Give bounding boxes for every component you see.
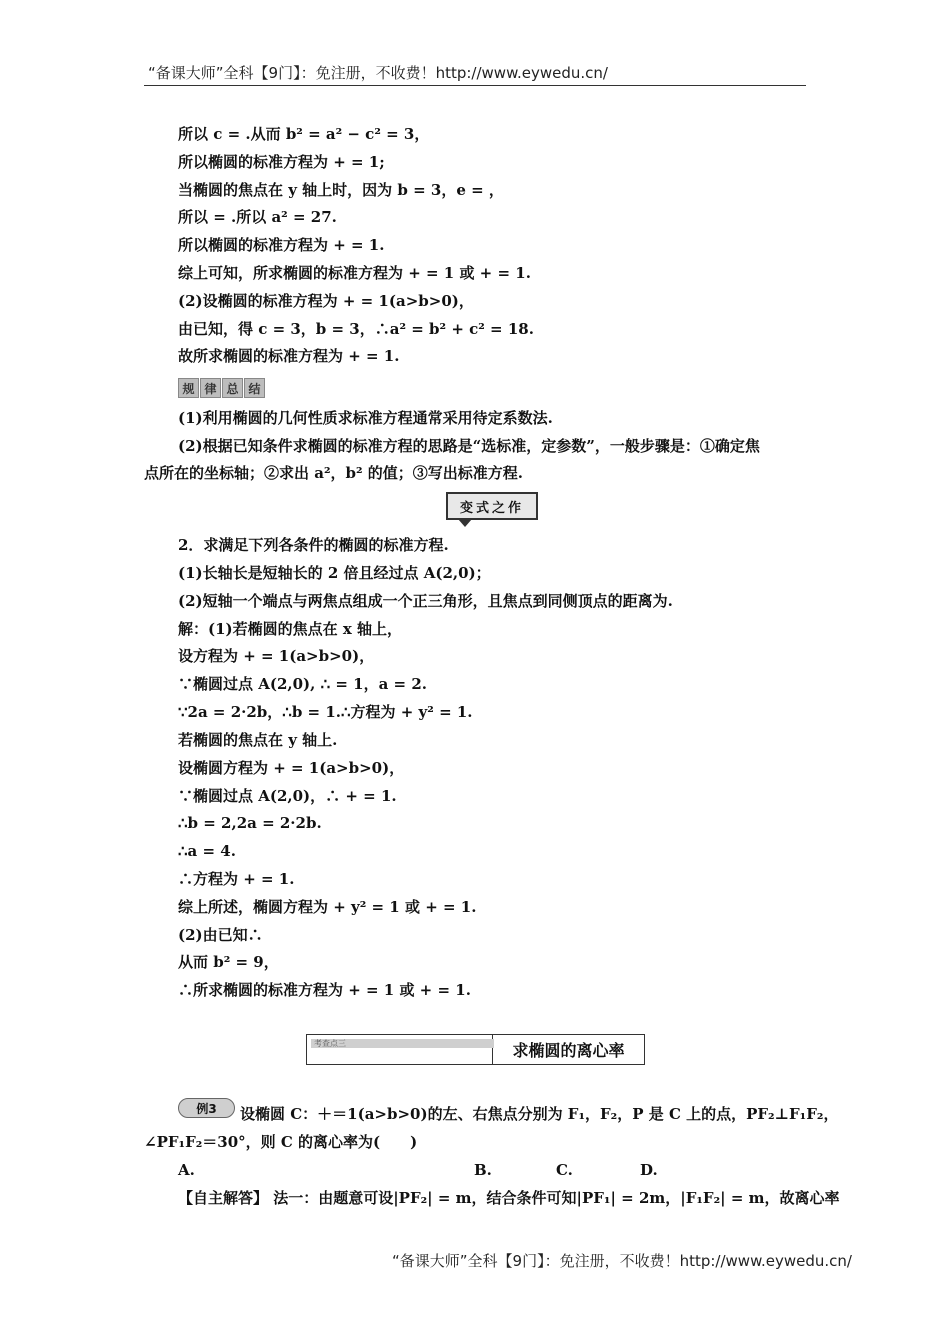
answer-line: (2)由已知∴ <box>178 926 263 944</box>
question-line: (1)长轴长是短轴长的 2 倍且经过点 A(2,0)； <box>178 564 491 582</box>
section-header <box>306 1034 645 1065</box>
solution-line: (2)设椭圆的标准方程为 + = 1(a>b>0)， <box>178 292 474 310</box>
example-line: ∠PF₁F₂＝30°，则 C 的离心率为( ) <box>144 1133 418 1151</box>
variant-banner: 变式之作 <box>446 492 538 520</box>
solution-line: 所以椭圆的标准方程为 + = 1; <box>178 153 385 171</box>
example-badge: 例3 <box>178 1098 235 1118</box>
answer-line: ∴方程为 + = 1. <box>178 870 295 888</box>
answer-line: 综上所述，椭圆方程为 + y² = 1 或 + = 1. <box>178 898 477 916</box>
section-title: 求椭圆的离心率 <box>512 1041 625 1060</box>
solution-line: 由已知，得 c = 3，b = 3，∴a² = b² + c² = 18. <box>178 320 534 338</box>
question-line: 2．求满足下列各条件的椭圆的标准方程. <box>178 536 449 554</box>
page-footer: “备课大师”全科【9门】：免注册，不收费！http://www.eywedu.cn/ <box>392 1252 852 1270</box>
answer-line: ∴b = 2,2a = 2·2b. <box>178 814 322 832</box>
solution-line: 所以椭圆的标准方程为 + = 1. <box>178 236 385 254</box>
summary-badge <box>178 378 265 398</box>
summary-char: 律 <box>200 378 221 398</box>
answer-line: 设方程为 + = 1(a>b>0)， <box>178 647 375 665</box>
answer-line: 从而 b² = 9， <box>178 953 279 971</box>
summary-char: 结 <box>244 378 265 398</box>
summary-line: (1)利用椭圆的几何性质求标准方程通常采用待定系数法. <box>178 409 553 427</box>
solution-line: 综上可知，所求椭圆的标准方程为 + = 1 或 + = 1. <box>178 264 531 282</box>
answer-line: ∴a = 4. <box>178 842 236 860</box>
option-b: B. <box>474 1161 492 1179</box>
option-a: A. <box>178 1161 195 1179</box>
option-d: D. <box>640 1161 658 1179</box>
question-line: (2)短轴一个端点与两焦点组成一个正三角形，且焦点到同侧顶点的距离为. <box>178 592 673 610</box>
summary-char: 总 <box>222 378 243 398</box>
answer-line: 解：(1)若椭圆的焦点在 x 轴上， <box>178 620 403 638</box>
answer-line: ∵2a = 2·2b，∴b = 1.∴方程为 + y² = 1. <box>178 703 473 721</box>
example-line: 设椭圆 C：＋＝1(a>b>0)的左、右焦点分别为 F₁，F₂，P 是 C 上的点，PF₂⊥F₁F₂， <box>240 1105 839 1123</box>
summary-char: 规 <box>178 378 199 398</box>
option-c: C. <box>556 1161 573 1179</box>
answer-line: ∵椭圆过点 A(2,0)，∴ + = 1. <box>178 787 397 805</box>
solution-line: 所以 = .所以 a² = 27. <box>178 208 337 226</box>
answer-line: ∴所求椭圆的标准方程为 + = 1 或 + = 1. <box>178 981 471 999</box>
solution-line: 所以 c = .从而 b² = a² − c² = 3， <box>178 125 430 143</box>
page-header: “备课大师”全科【9门】：免注册，不收费！http://www.eywedu.cn/ <box>148 64 608 82</box>
header-divider <box>144 85 806 86</box>
section-tag-label: 考查点三 <box>311 1039 494 1048</box>
answer-line: 若椭圆的焦点在 y 轴上. <box>178 731 338 749</box>
summary-line: (2)根据已知条件求椭圆的标准方程的思路是“选标准，定参数”，一般步骤是：①确定焦 <box>178 437 760 455</box>
answer-line: 设椭圆方程为 + = 1(a>b>0)， <box>178 759 405 777</box>
solution-line: 当椭圆的焦点在 y 轴上时，因为 b = 3，e = ， <box>178 181 504 199</box>
section-tag <box>307 1035 493 1064</box>
answer-start-line: 【自主解答】 法一：由题意可设|PF₂| = m，结合条件可知|PF₁| = 2m，|F₁F₂| = m，故离心率 <box>178 1189 840 1207</box>
summary-line: 点所在的坐标轴；②求出 a²，b² 的值；③写出标准方程. <box>144 464 524 482</box>
solution-line: 故所求椭圆的标准方程为 + = 1. <box>178 347 400 365</box>
answer-line: ∵椭圆过点 A(2,0), ∴ = 1，a = 2. <box>178 675 427 693</box>
